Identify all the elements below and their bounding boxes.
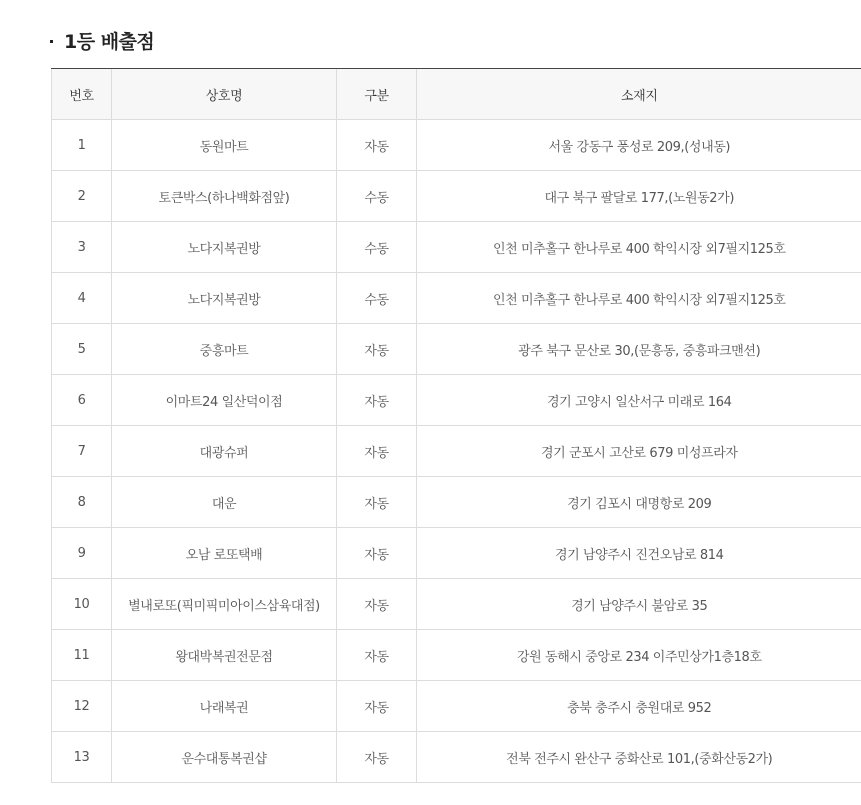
- cell-no: 12: [52, 681, 112, 732]
- cell-address: 인천 미추홀구 한나루로 400 학익시장 외7필지125호: [417, 273, 861, 324]
- first-prize-stores-table: [51, 68, 861, 783]
- cell-name: 운수대통복권샵: [112, 732, 337, 783]
- cell-no: 9: [52, 528, 112, 579]
- table-row: [52, 375, 861, 426]
- cell-address: 경기 군포시 고산로 679 미성프라자: [417, 426, 861, 477]
- cell-type: 자동: [337, 477, 417, 528]
- table-row: [52, 222, 861, 273]
- cell-address: 인천 미추홀구 한나루로 400 학익시장 외7필지125호: [417, 222, 861, 273]
- cell-no: 5: [52, 324, 112, 375]
- cell-name: 오남 로또택배: [112, 528, 337, 579]
- table-row: [52, 528, 861, 579]
- cell-no: 13: [52, 732, 112, 783]
- cell-address: 충북 충주시 충원대로 952: [417, 681, 861, 732]
- cell-name: 동원마트: [112, 120, 337, 171]
- cell-type: 자동: [337, 681, 417, 732]
- cell-no: 7: [52, 426, 112, 477]
- table-body: [52, 120, 861, 783]
- table-header-row: [52, 69, 861, 120]
- cell-type: 자동: [337, 120, 417, 171]
- cell-no: 2: [52, 171, 112, 222]
- table-row: [52, 426, 861, 477]
- cell-address: 서울 강동구 풍성로 209,(성내동): [417, 120, 861, 171]
- table-row: [52, 120, 861, 171]
- table-row: [52, 273, 861, 324]
- cell-type: 수동: [337, 273, 417, 324]
- cell-type: 수동: [337, 222, 417, 273]
- cell-name: 대운: [112, 477, 337, 528]
- header-no: 번호: [52, 69, 112, 120]
- cell-type: 자동: [337, 426, 417, 477]
- cell-no: 10: [52, 579, 112, 630]
- cell-type: 자동: [337, 528, 417, 579]
- cell-no: 6: [52, 375, 112, 426]
- cell-type: 자동: [337, 732, 417, 783]
- table-row: [52, 324, 861, 375]
- cell-name: 노다지복권방: [112, 273, 337, 324]
- cell-name: 왕대박복권전문점: [112, 630, 337, 681]
- cell-address: 경기 고양시 일산서구 미래로 164: [417, 375, 861, 426]
- table-row: [52, 579, 861, 630]
- bullet-icon: [50, 40, 53, 43]
- cell-name: 별내로또(픽미픽미아이스삼육대점): [112, 579, 337, 630]
- cell-no: 3: [52, 222, 112, 273]
- cell-no: 4: [52, 273, 112, 324]
- cell-address: 전북 전주시 완산구 중화산로 101,(중화산동2가): [417, 732, 861, 783]
- header-address: 소재지: [417, 69, 861, 120]
- cell-name: 노다지복권방: [112, 222, 337, 273]
- cell-no: 11: [52, 630, 112, 681]
- cell-address: 광주 북구 문산로 30,(문흥동, 중흥파크맨션): [417, 324, 861, 375]
- cell-address: 강원 동해시 중앙로 234 이주민상가1층18호: [417, 630, 861, 681]
- cell-type: 자동: [337, 324, 417, 375]
- cell-no: 1: [52, 120, 112, 171]
- section-title-text: 1등 배출점: [64, 30, 155, 53]
- cell-name: 토큰박스(하나백화점앞): [112, 171, 337, 222]
- header-name: 상호명: [112, 69, 337, 120]
- section-title: [50, 26, 154, 54]
- table-row: [52, 477, 861, 528]
- cell-name: 중흥마트: [112, 324, 337, 375]
- cell-type: 수동: [337, 171, 417, 222]
- table-row: [52, 681, 861, 732]
- cell-address: 대구 북구 팔달로 177,(노원동2가): [417, 171, 861, 222]
- cell-name: 대광슈퍼: [112, 426, 337, 477]
- cell-address: 경기 남양주시 진건오남로 814: [417, 528, 861, 579]
- cell-name: 이마트24 일산덕이점: [112, 375, 337, 426]
- cell-address: 경기 김포시 대명항로 209: [417, 477, 861, 528]
- cell-address: 경기 남양주시 불암로 35: [417, 579, 861, 630]
- table-row: [52, 732, 861, 783]
- cell-type: 자동: [337, 375, 417, 426]
- cell-type: 자동: [337, 579, 417, 630]
- table-row: [52, 630, 861, 681]
- cell-no: 8: [52, 477, 112, 528]
- header-type: 구분: [337, 69, 417, 120]
- cell-name: 나래복권: [112, 681, 337, 732]
- cell-type: 자동: [337, 630, 417, 681]
- table-row: [52, 171, 861, 222]
